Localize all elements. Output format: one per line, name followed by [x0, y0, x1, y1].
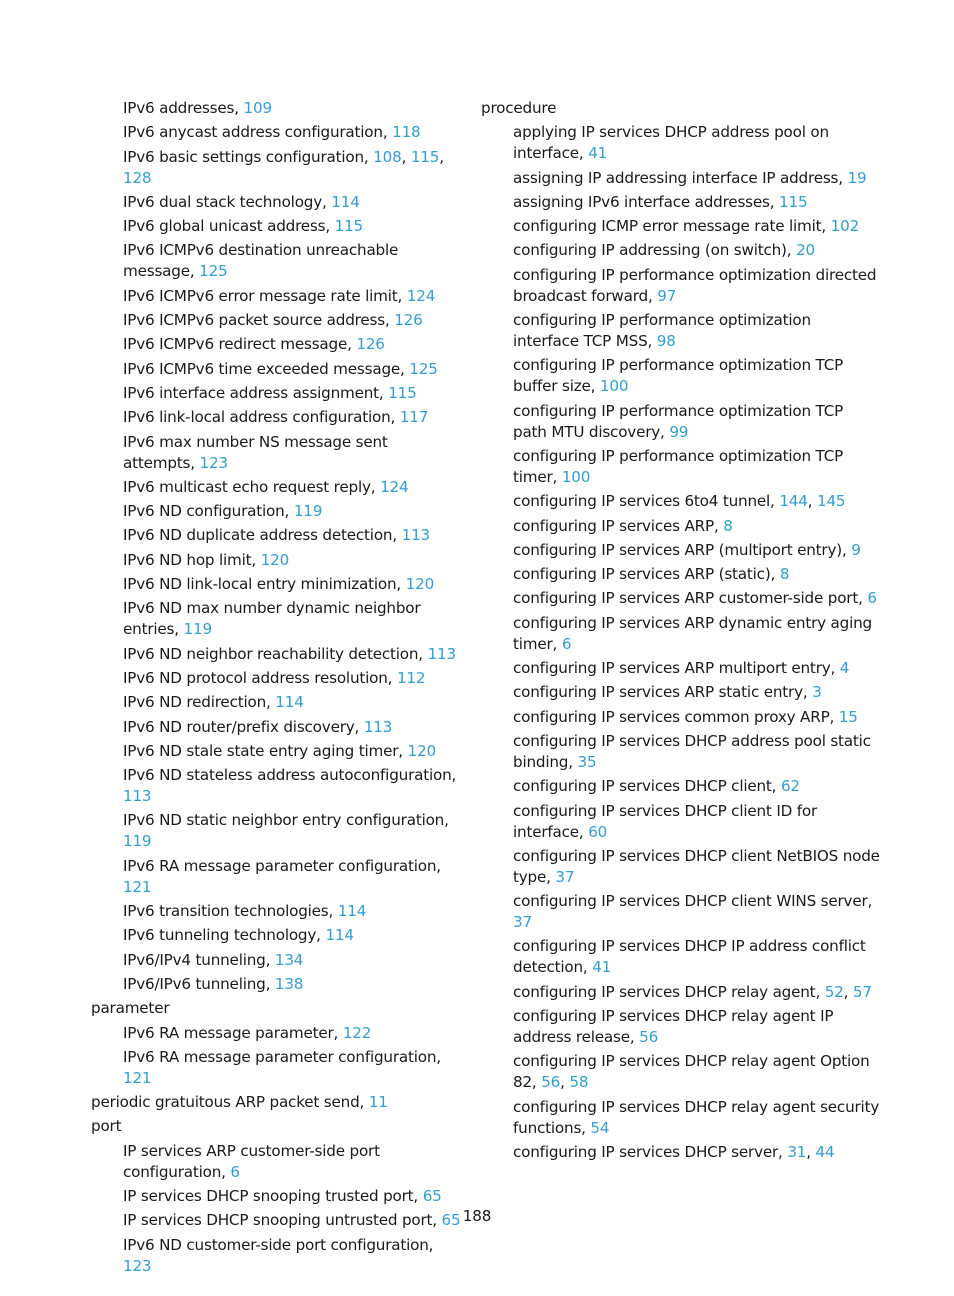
index-subentry — [481, 192, 881, 213]
index-subentry — [91, 359, 461, 380]
index-subentry — [481, 776, 881, 797]
entry-text: configuring IP performance optimization TCP path MTU discovery, — [513, 401, 844, 441]
entry-text: configuring IP services ARP, — [513, 516, 719, 535]
index-subentry — [91, 1235, 461, 1277]
entry-text: applying IP services DHCP address pool on interface, — [513, 123, 829, 163]
entry-text: IPv6 ND duplicate address detection, — [123, 526, 397, 545]
page-link[interactable]: 108 — [373, 147, 402, 166]
entry-text: IPv6 ND max number dynamic neighbor entries, — [123, 599, 421, 639]
page-link[interactable]: 8 — [723, 516, 733, 535]
page-link[interactable]: 115 — [334, 217, 364, 236]
index-entry — [91, 1116, 461, 1137]
index-subentry — [91, 950, 461, 971]
entry-text: configuring IP services ARP (multiport entry), — [513, 540, 847, 559]
page-link[interactable]: 57 — [852, 982, 872, 1001]
index-subentry — [91, 550, 461, 571]
page-link[interactable]: 123 — [123, 1256, 152, 1275]
entry-text: IPv6 addresses, — [123, 99, 239, 117]
index-entry — [91, 1092, 461, 1113]
entry-text: IPv6 ND stale state entry aging timer, — [123, 741, 403, 760]
entry-text: IPv6 interface address assignment, — [123, 383, 384, 402]
page-link[interactable]: 123 — [199, 453, 228, 472]
index-subentry — [481, 731, 881, 773]
index-subentry — [91, 765, 461, 807]
entry-text: IPv6 ND protocol address resolution, — [123, 668, 393, 687]
entry-text: periodic gratuitous ARP packet send, — [91, 1093, 365, 1112]
index-subentry — [91, 383, 461, 404]
page-link[interactable]: 8 — [779, 565, 790, 584]
page-link[interactable]: 144 — [779, 492, 808, 511]
page-link[interactable]: 62 — [780, 777, 800, 796]
page-link[interactable]: 119 — [183, 620, 212, 639]
page-link[interactable]: 122 — [342, 1023, 372, 1042]
index-subentry — [481, 707, 881, 728]
page-link[interactable]: 115 — [779, 192, 808, 211]
page-link[interactable]: 6 — [867, 589, 877, 608]
page-link[interactable]: 117 — [399, 408, 429, 427]
page-link[interactable]: 120 — [405, 575, 435, 594]
index-subentry — [91, 334, 461, 355]
index-subentry — [91, 1023, 461, 1044]
entry-text: IPv6 max number NS message sent attempts, — [123, 432, 388, 472]
entry-text: IPv6 ICMPv6 redirect message, — [123, 335, 352, 354]
index-entry — [481, 98, 881, 119]
index-subentry — [91, 692, 461, 713]
entry-text: assigning IP addressing interface IP address, — [513, 168, 843, 187]
index-subentry — [481, 936, 881, 978]
entry-text: port — [91, 1117, 122, 1136]
entry-text: IPv6 ND configuration, — [123, 502, 290, 521]
index-subentry — [481, 588, 881, 609]
page-link[interactable]: 65 — [441, 1211, 461, 1230]
index-subentry — [91, 310, 461, 331]
entry-text: IPv6 ND static neighbor entry configuration, — [123, 811, 449, 830]
page-link[interactable]: 109 — [243, 99, 272, 117]
index-subentry — [481, 564, 881, 585]
page-link[interactable]: 119 — [293, 502, 323, 521]
entry-text: IPv6 ICMPv6 error message rate limit, — [123, 286, 403, 305]
entry-text: IPv6 ICMPv6 time exceeded message, — [123, 359, 405, 378]
entry-text: configuring IP services DHCP relay agent, — [513, 982, 821, 1001]
entry-text: parameter — [91, 999, 170, 1018]
index-subentry — [481, 613, 881, 655]
index-subentry — [91, 598, 461, 640]
index-subentry — [481, 540, 881, 561]
entry-text: IPv6 RA message parameter, — [123, 1023, 339, 1042]
page-link[interactable]: 115 — [410, 147, 440, 166]
index-subentry — [91, 525, 461, 546]
index-subentry — [481, 658, 881, 679]
page-link[interactable]: 54 — [590, 1118, 610, 1137]
entry-text: configuring IP services DHCP server, — [513, 1142, 783, 1161]
page-link[interactable]: 100 — [561, 467, 591, 486]
entry-text: IPv6 transition technologies, — [123, 902, 334, 921]
index-subentry — [91, 432, 461, 474]
page-link[interactable]: 56 — [541, 1073, 561, 1092]
page-link[interactable]: 3 — [812, 683, 822, 702]
page-link[interactable]: 126 — [356, 335, 385, 354]
index-subentry — [481, 265, 881, 307]
entry-text: procedure — [481, 99, 557, 117]
index-subentry: configuring IP services DHCP relay agent Option 82, 56, 58 — [513, 1052, 870, 1092]
entry-text: IPv6 ND redirection, — [123, 693, 271, 712]
entry-text: configuring IP services DHCP relay agent IP address release, — [513, 1007, 834, 1047]
entry-text: configuring IP performance optimization directed broadcast forward, — [513, 265, 877, 305]
index-subentry — [91, 122, 461, 143]
index-subentry — [91, 1141, 461, 1183]
page-number: 188 — [462, 1207, 492, 1225]
index-subentry — [91, 644, 461, 665]
entry-text: configuring IP performance optimization TCP buffer size, — [513, 356, 844, 396]
index-subentry — [481, 240, 881, 261]
index-entry — [91, 998, 461, 1019]
page-link[interactable]: 15 — [838, 707, 858, 726]
page-link[interactable]: 118 — [392, 123, 421, 142]
entry-text: IP services ARP customer-side port configuration, — [123, 1141, 380, 1181]
entry-text: configuring IP services DHCP client ID for interface, — [513, 801, 817, 841]
page-link[interactable]: 112 — [396, 668, 426, 687]
index-subentry: IPv6 basic settings configuration, 108, 115, 128 — [123, 147, 444, 187]
index-subentry — [91, 216, 461, 237]
page-link[interactable]: 65 — [422, 1186, 442, 1205]
index-subentry — [481, 682, 881, 703]
entry-text: configuring IP services DHCP client WINS server, — [513, 892, 873, 911]
index-subentry — [481, 168, 881, 189]
index-subentry — [91, 1186, 461, 1207]
index-subentry: configuring IP services DHCP relay agent, 52, 57 — [513, 982, 872, 1001]
index-subentry — [91, 286, 461, 307]
index-right-column — [481, 98, 881, 1166]
page-link[interactable]: 115 — [388, 383, 417, 402]
index-subentry — [481, 801, 881, 843]
page-link[interactable]: 9 — [851, 540, 861, 559]
entry-text: configuring IP services ARP dynamic entry aging timer, — [513, 613, 872, 653]
page-link[interactable]: 20 — [796, 241, 815, 260]
index-subentry — [481, 216, 881, 237]
entry-text: configuring IP services ARP static entry, — [513, 683, 808, 702]
index-subentry — [91, 407, 461, 428]
entry-text: configuring IP services DHCP client, — [513, 777, 777, 796]
entry-text: configuring IP services DHCP relay agent Option 82, — [513, 1052, 870, 1092]
entry-text: IPv6 ND neighbor reachability detection, — [123, 644, 423, 663]
page-link[interactable]: 126 — [394, 311, 423, 330]
page-link[interactable]: 31 — [787, 1142, 807, 1161]
entry-text: configuring IP services 6to4 tunnel, — [513, 492, 775, 511]
index-subentry — [481, 1097, 881, 1139]
entry-text: IPv6 ND link-local entry minimization, — [123, 575, 402, 594]
index-subentry — [91, 974, 461, 995]
entry-text: configuring ICMP error message rate limit, — [513, 217, 827, 236]
entry-text: IPv6 ND hop limit, — [123, 550, 257, 569]
page-link[interactable]: 56 — [639, 1028, 659, 1047]
index-subentry — [91, 741, 461, 762]
index-subentry — [91, 240, 461, 282]
entry-text: IPv6 ICMPv6 destination unreachable message, — [123, 241, 399, 281]
page-link[interactable]: 145 — [817, 492, 846, 511]
page-link[interactable]: 97 — [657, 286, 677, 305]
page-link[interactable]: 124 — [406, 286, 436, 305]
page-link[interactable]: 119 — [123, 832, 152, 851]
entry-text: configuring IP services DHCP address pool static binding, — [513, 731, 871, 771]
index-subentry — [481, 846, 881, 888]
entry-text: IPv6 ND stateless address autoconfiguration, — [123, 766, 457, 785]
index-subentry — [481, 891, 881, 933]
entry-text: assigning IPv6 interface addresses, — [513, 192, 775, 211]
index-subentry — [91, 501, 461, 522]
page-link[interactable]: 6 — [561, 634, 572, 653]
index-subentry — [91, 901, 461, 922]
index-subentry — [481, 401, 881, 443]
page-link[interactable]: 113 — [427, 644, 456, 663]
entry-text: IP services DHCP snooping trusted port, — [123, 1186, 419, 1205]
entry-text: IPv6 RA message parameter configuration, — [123, 856, 441, 875]
index-subentry — [91, 810, 461, 852]
index-subentry — [481, 355, 881, 397]
index-subentry — [91, 668, 461, 689]
index-subentry — [91, 477, 461, 498]
entry-text: IPv6 anycast address configuration, — [123, 123, 388, 142]
index-subentry — [91, 925, 461, 946]
page-link[interactable]: 58 — [569, 1073, 589, 1092]
page-link[interactable]: 37 — [513, 913, 532, 932]
page-link[interactable]: 99 — [669, 422, 689, 441]
entry-text: configuring IP addressing (on switch), — [513, 241, 792, 260]
index-subentry — [481, 310, 881, 352]
entry-text: IPv6 multicast echo request reply, — [123, 477, 376, 496]
entry-text: configuring IP performance optimization TCP timer, — [513, 446, 844, 486]
page-link[interactable]: 125 — [409, 359, 438, 378]
index-subentry — [91, 98, 461, 119]
page-link[interactable]: 120 — [260, 550, 290, 569]
entry-text: IPv6 basic settings configuration, — [123, 147, 369, 166]
page-link[interactable]: 114 — [325, 926, 354, 945]
entry-text: IPv6 ICMPv6 packet source address, — [123, 311, 390, 330]
index-subentry — [91, 192, 461, 213]
page-link[interactable]: 60 — [588, 822, 608, 841]
page-link[interactable]: 98 — [656, 332, 676, 351]
page-link[interactable]: 114 — [331, 192, 360, 211]
entry-text: configuring IP services ARP customer-side port, — [513, 589, 863, 608]
page-link[interactable]: 19 — [847, 168, 867, 187]
entry-text: configuring IP performance optimization interface TCP MSS, — [513, 311, 811, 351]
entry-text: configuring IP services DHCP client NetBIOS node type, — [513, 846, 880, 886]
entry-text: IPv6 link-local address configuration, — [123, 408, 396, 427]
index-subentry — [91, 1047, 461, 1089]
page-link[interactable]: 125 — [199, 262, 228, 281]
page-link[interactable]: 11 — [368, 1093, 388, 1112]
index-subentry — [91, 856, 461, 898]
page-link[interactable]: 100 — [599, 377, 629, 396]
entry-text: configuring IP services ARP multiport entry, — [513, 659, 836, 678]
index-subentry: configuring IP services DHCP server, 31, 44 — [513, 1142, 835, 1161]
page-link[interactable]: 6 — [230, 1162, 240, 1181]
page-link[interactable]: 41 — [588, 144, 608, 163]
page-link[interactable]: 134 — [274, 950, 304, 969]
page-link[interactable]: 37 — [555, 867, 575, 886]
entry-text: IPv6 global unicast address, — [123, 217, 330, 236]
index-subentry — [481, 446, 881, 488]
page-link[interactable]: 121 — [123, 1068, 152, 1087]
page-link[interactable]: 35 — [577, 752, 597, 771]
index-left-column — [91, 98, 461, 1280]
entry-text: IPv6 ND customer-side port configuration, — [123, 1235, 434, 1254]
page-link[interactable]: 124 — [380, 477, 409, 496]
index-subentry — [91, 717, 461, 738]
entry-text: IPv6 tunneling technology, — [123, 926, 321, 945]
entry-text: IPv6/IPv6 tunneling, — [123, 974, 271, 993]
page-link[interactable]: 41 — [592, 958, 612, 977]
index-subentry — [481, 516, 881, 537]
page-link[interactable]: 52 — [824, 982, 844, 1001]
page-link[interactable]: 138 — [274, 974, 304, 993]
index-subentry — [481, 122, 881, 164]
entry-text: configuring IP services ARP (static), — [513, 565, 776, 584]
entry-text: configuring IP services common proxy ARP, — [513, 707, 835, 726]
index-subentry: configuring IP services 6to4 tunnel, 144, 145 — [513, 492, 846, 511]
index-subentry — [91, 574, 461, 595]
entry-text: IPv6 RA message parameter configuration, — [123, 1047, 441, 1066]
entry-text: IPv6/IPv4 tunneling, — [123, 950, 271, 969]
page-link[interactable]: 4 — [839, 659, 850, 678]
page-link[interactable]: 114 — [275, 693, 304, 712]
index-subentry — [481, 1006, 881, 1048]
entry-text: IPv6 ND router/prefix discovery, — [123, 717, 360, 736]
page-link[interactable]: 114 — [337, 902, 367, 921]
page-link[interactable]: 128 — [123, 168, 152, 187]
page-link[interactable]: 113 — [123, 787, 152, 806]
page-link[interactable]: 120 — [407, 741, 436, 760]
entry-text: IPv6 dual stack technology, — [123, 192, 327, 211]
entry-text: configuring IP services DHCP IP address conflict detection, — [513, 937, 866, 977]
page-link[interactable]: 113 — [363, 717, 393, 736]
entry-text: configuring IP services DHCP relay agent security functions, — [513, 1097, 880, 1137]
page-link[interactable]: 121 — [123, 877, 152, 896]
entry-text: IP services DHCP snooping untrusted port, — [123, 1211, 437, 1230]
page-link[interactable]: 102 — [830, 217, 860, 236]
page-link[interactable]: 113 — [401, 526, 431, 545]
page-link[interactable]: 44 — [815, 1142, 835, 1161]
